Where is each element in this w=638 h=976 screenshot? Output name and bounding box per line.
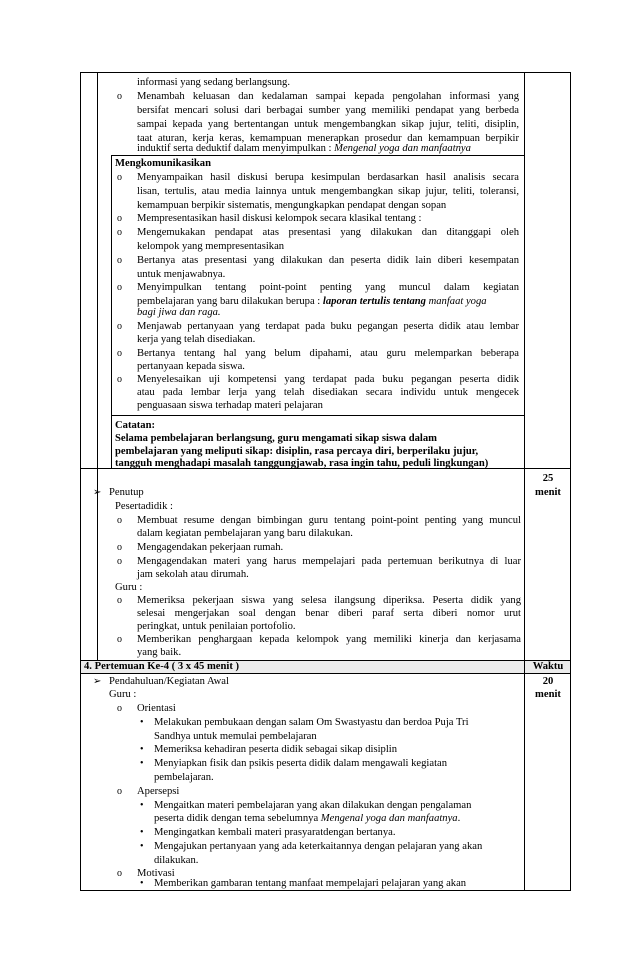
catatan-line-1: Selama pembelajaran berlangsung, guru mengamati sikap siswa dalam — [115, 433, 437, 444]
kom-item-2-l1: Mempresentasikan hasil diskusi kelompok secara klasikal tentang : — [137, 213, 422, 224]
motivasi-item-1-l1: Memberikan gambaran tentang manfaat mempelajari pelajaran yang akan — [154, 878, 467, 889]
bullet-circle: o — [117, 786, 122, 797]
kom-item-5-l3: bagi jiwa dan raga. — [137, 307, 221, 318]
catatan-line-3: tangguh menghadapi masalah tanggungjawab, rasa ingin tahu, peduli lingkungan) — [115, 458, 489, 469]
apersepsi-item-1-l1: Mengaitkan materi pembelajaran yang akan dilakukan dengan pengalaman — [154, 800, 472, 811]
bullet-circle: o — [117, 515, 122, 526]
kom-item-7-l2: pertanyaan kepada siswa. — [137, 361, 245, 372]
arrow-bullet-icon: ➢ — [93, 676, 102, 687]
bullet-dot: • — [140, 800, 144, 811]
apersepsi-item-2-l1: Mengingatkan kembali materi prasyaratdengan bertanya. — [154, 827, 396, 838]
orientasi-item-1-l1: Melakukan pembukaan dengan salam Om Swastyastu dan berdoa Puja Tri — [154, 717, 469, 728]
apersepsi-item-3-l2: dilakukan. — [154, 855, 199, 866]
orientasi-item-3-l1: Menyiapkan fisik dan psikis peserta didik dalam mengawali kegiatan — [154, 758, 448, 769]
kom-item-7-l1: Bertanya tentang hal yang belum dipahami, atau guru melemparkan beberapa — [137, 348, 519, 359]
komunikasi-heading: Mengkomunikasikan — [115, 158, 211, 169]
bullet-circle: o — [117, 868, 122, 879]
kom-item-8-l1: Menyelesaikan uji kompetensi yang terdapat pada buku pegangan peserta didik — [137, 374, 519, 385]
kom-item-1-l1: Menyampaikan hasil diskusi berupa kesimpulan berdasarkan hasil analisis secara — [137, 172, 519, 183]
bullet-circle: o — [117, 634, 122, 645]
penutup-time-value: 25 — [542, 473, 554, 484]
guru-label: Guru : — [115, 582, 143, 593]
continued-line: informasi yang sedang berlangsung. — [137, 77, 290, 88]
bullet-circle: o — [117, 255, 122, 266]
bullet-circle: o — [117, 595, 122, 606]
bullet-circle: o — [117, 213, 122, 224]
guru-item-1-l2: selesai mengerjakan soal dengan benar diberi paraf serta diberi nomor urut — [137, 608, 521, 619]
catatan-divider — [111, 415, 524, 416]
orientasi-item-3-l2: pembelajaran. — [154, 772, 214, 783]
guru-item-1-l3: peringkat, untuk penilaian portofolio. — [137, 621, 296, 632]
kom-item-6-l1: Menjawab pertanyaan yang terdapat pada buku pegangan peserta didik atau lembar — [137, 321, 519, 332]
kom-item-4-l2: untuk menjawabnya. — [137, 269, 226, 280]
bullet-circle: o — [117, 348, 122, 359]
menambah-line-4: taat aturan, kerja keras, kemampuan menerapkan prosedur dan kemampuan berpikir — [137, 133, 519, 144]
bullet-dot: • — [140, 878, 144, 889]
bullet-dot: • — [140, 827, 144, 838]
menambah-line-1: Menambah keluasan dan kedalaman sampai kepada pengolahan informasi yang — [137, 91, 519, 102]
inner-left-border — [111, 155, 112, 468]
menambah-line-5: induktif serta deduktif dalam menyimpulkan : Mengenal yoga dan manfaatnya — [137, 143, 471, 154]
bullet-circle: o — [117, 282, 122, 293]
kom-item-1-l2: lisan, tertulis, atau media lainnya untuk mengembangkan sikap jujur, teliti, toleransi, — [137, 186, 519, 197]
bullet-circle: o — [117, 374, 122, 385]
apersepsi-item-1-l2: peserta didik dengan tema sebelumnya Mengenal yoga dan manfaatnya. — [154, 813, 461, 824]
bullet-dot: • — [140, 744, 144, 755]
apersepsi-item-3-l1: Mengajukan pertanyaan yang ada keterkaitannya dengan pelajaran yang akan — [154, 841, 483, 852]
peserta-item-3-l2: jam sekolah atau dirumah. — [137, 569, 249, 580]
kom-item-4-l1: Bertanya atas presentasi yang dilakukan dan peserta didik lain diberi kesempatan — [137, 255, 519, 266]
bullet-circle: o — [117, 556, 122, 567]
catatan-line-2: pembelajaran yang meliputi sikap: disiplin, rasa percaya diri, berperilaku jujur, — [115, 446, 479, 457]
orientasi-label: Orientasi — [137, 703, 176, 714]
apersepsi-label: Apersepsi — [137, 786, 180, 797]
menambah-line-2: bersifat mencari solusi dari berbagai sumber yang memiliki pendapat yang berbeda — [137, 105, 519, 116]
menambah-line-3: sampai kepada yang bertentangan untuk mengembangkan sikap jujur, teliti, disiplin, — [137, 119, 519, 130]
peserta-item-3-l1: Mengagendakan materi yang harus mempelajari pada pertemuan berikutnya di luar — [137, 556, 521, 567]
bullet-circle: o — [117, 321, 122, 332]
penutup-time-unit: menit — [535, 487, 561, 498]
bullet-circle: o — [117, 172, 122, 183]
bullet-dot: • — [140, 758, 144, 769]
kom-item-1-l3: kemampuan berpikir sistematis, mengungkapkan pendapat dengan sopan — [137, 200, 447, 211]
p4-time-unit: menit — [535, 689, 561, 700]
pertemuan-header: 4. Pertemuan Ke-4 ( 3 x 45 menit ) — [84, 661, 240, 672]
orientasi-item-2-l1: Memeriksa kehadiran peserta didik sebagai sikap disiplin — [154, 744, 397, 755]
column-divider-left — [97, 72, 98, 660]
kom-item-3-l1: Mengemukakan pendapat atas presentasi yang dilakukan dan ditanggapi oleh — [137, 227, 519, 238]
peserta-item-1-l1: Membuat resume dengan bimbingan guru tentang point-point penting yang muncul — [137, 515, 521, 526]
peserta-item-2-l1: Mengagendakan pekerjaan rumah. — [137, 542, 284, 553]
kom-item-6-l2: kerja yang telah disediakan. — [137, 334, 256, 345]
catatan-title: Catatan: — [115, 420, 156, 431]
bullet-circle: o — [117, 542, 122, 553]
bullet-circle: o — [117, 227, 122, 238]
pendahuluan-title: Pendahuluan/Kegiatan Awal — [109, 676, 229, 687]
bullet-dot: • — [140, 717, 144, 728]
guru-item-1-l1: Memeriksa pekerjaan siswa yang selesa ilangsung diperiksa. Peserta didik yang — [137, 595, 521, 606]
kom-item-8-l2: atau pada lembar lerja yang telah disediakan secara individu untuk mengecek — [137, 387, 519, 398]
penutup-title: Penutup — [109, 487, 144, 498]
orientasi-item-1-l2: Sandhya untuk memulai pembelajaran — [154, 731, 317, 742]
peserta-item-1-l2: dalam kegiatan pembelajaran yang baru dilakukan. — [137, 528, 353, 539]
kom-item-8-l3: penguasaan siswa terhadap materi pelajaran — [137, 400, 323, 411]
peserta-label: Pesertadidik : — [115, 501, 173, 512]
kom-item-3-l2: kelompok yang mempresentasikan — [137, 241, 285, 252]
waktu-header: Waktu — [532, 661, 564, 672]
bullet-circle: o — [117, 703, 122, 714]
bullet-circle: o — [117, 91, 122, 102]
p4-time-value: 20 — [542, 676, 554, 687]
guru-item-2-l2: yang baik. — [137, 647, 182, 658]
arrow-bullet-icon: ➢ — [93, 487, 102, 498]
kom-item-5-l1: Menyimpulkan tentang point-point penting yang muncul dalam kegiatan — [137, 282, 519, 293]
guru-item-2-l1: Memberikan penghargaan kepada kelompok yang memiliki kinerja dan kerjasama — [137, 634, 521, 645]
kom-item-5-l2: pembelajaran yang baru dilakukan berupa : laporan tertulis tentang manfaat yoga — [137, 296, 487, 307]
p4-guru-label: Guru : — [109, 689, 137, 700]
bullet-dot: • — [140, 841, 144, 852]
motivasi-label: Motivasi — [137, 868, 175, 879]
